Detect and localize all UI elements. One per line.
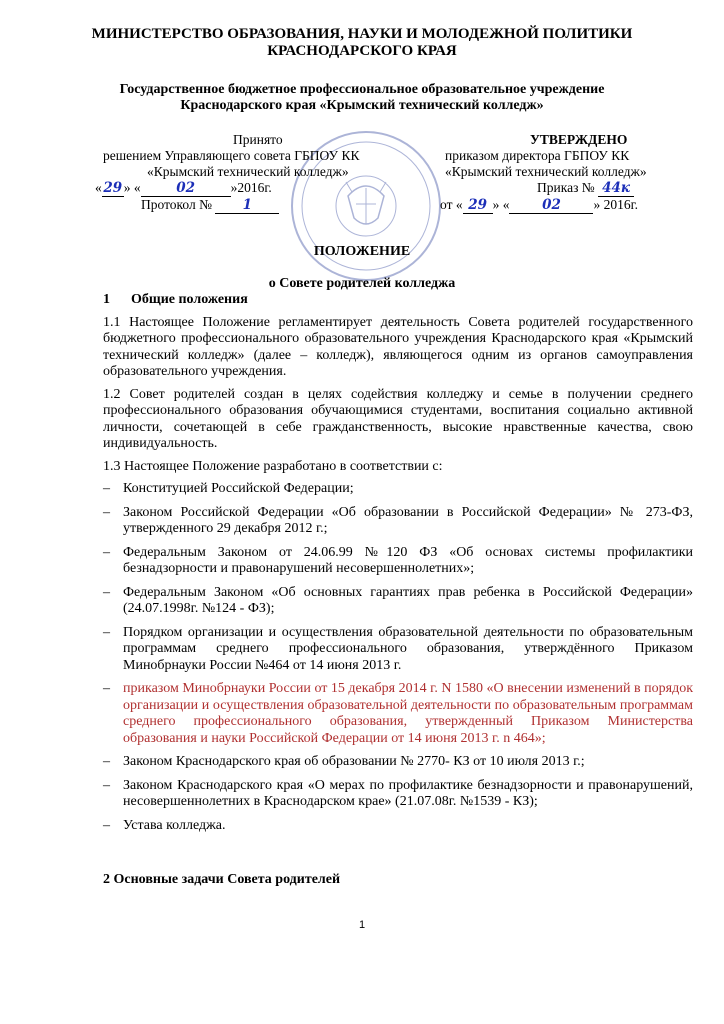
list-dash: –: [103, 777, 110, 793]
list-item-highlighted: – приказом Минобрнауки России от 15 декабря 2014 г. N 1580 «О внесении изменений в порядок организации и осуществления образовательной деятельности по образовательным программам среднего профессионального образования, утвержденный Приказом Министерства образования и науки Российской Федерации от 14 июня 2013 г. n 464»;: [103, 681, 693, 746]
list-dash: –: [103, 681, 110, 696]
list-item: – Конституцией Российской Федерации;: [103, 481, 354, 496]
document-body: [103, 292, 693, 841]
paragraph-1-1: 1.1 Настоящее Положение регламентирует деятельность Совета родителей государственного бюджетного профессионального образовательного учреждения Краснодарского края «Крымский технический колледж» (далее – колледж), являющегося одним из органов самоуправления образовательного учреждения.: [103, 314, 693, 379]
document-title: ПОЛОЖЕНИЕ: [313, 244, 411, 259]
protocol-label: Протокол №: [141, 197, 212, 212]
ministry-header: [60, 26, 664, 60]
page-number: 1: [358, 919, 366, 931]
approved-title: УТВЕРЖДЕНО: [530, 132, 628, 147]
paragraph-1-3: 1.3 Настоящее Положение разработано в соответствии с:: [103, 458, 443, 474]
list-dash: –: [103, 504, 110, 520]
approved-date-prefix: от «: [440, 197, 463, 212]
accepted-date-day: 29: [103, 180, 123, 196]
list-item: – Законом Краснодарского края об образовании № 2770- КЗ от 10 июля 2013 г.;: [103, 754, 585, 769]
list-dash: –: [103, 481, 110, 496]
section-2-heading: 2 Основные задачи Совета родителей: [103, 872, 341, 887]
list-item: – Устава колледжа.: [103, 817, 226, 833]
list-dash: –: [103, 544, 110, 560]
list-item: – Порядком организации и осуществления образовательной деятельности по образовательным программам среднего профессионального образования, утверждённого Приказом Минобрнауки России №464 от 14 июня 2013 г.: [103, 624, 693, 673]
list-item: – Федеральным Законом «Об основных гарантиях прав ребенка в Российской Федерации» (24.07.1998г. №124 - ФЗ);: [103, 584, 693, 616]
accepted-line-1: решением Управляющего совета ГБПОУ КК: [103, 148, 360, 163]
approval-block: [95, 132, 693, 222]
approval-left: [95, 132, 393, 214]
approved-date-month: 02: [509, 197, 593, 214]
section-1-heading: [103, 292, 693, 309]
document-subtitle: о Совете родителей колледжа: [268, 276, 456, 291]
legal-basis-list: [103, 481, 693, 834]
list-item: – Законом Краснодарского края «О мерах по профилактике безнадзорности и правонарушений, несовершеннолетних в Краснодарском крае» (21.07.08г. №1539 - КЗ);: [103, 777, 693, 809]
paragraph-1-2: 1.2 Совет родителей создан в целях содействия колледжу и семье в получении среднего профессионального образования обучающимися студентами, воспитания социально активной личности, сочетающей в себе гражданственность, высокие нравственные качества, свою индивидуальность.: [103, 386, 693, 451]
list-item: – Законом Российской Федерации «Об образовании в Российской Федерации» № 273-ФЗ, утвержденного 29 декабря 2012 г.;: [103, 504, 693, 536]
accepted-line-2: «Крымский технический колледж»: [147, 164, 349, 179]
approved-date-year: 2016г.: [603, 197, 638, 212]
order-line: [425, 180, 695, 197]
section-1-title: Общие положения: [131, 292, 248, 307]
order-label: Приказ №: [537, 180, 595, 195]
institution-header: [90, 82, 634, 114]
protocol-number: 1: [215, 197, 279, 214]
protocol-line: [103, 197, 393, 214]
list-dash: –: [103, 817, 110, 833]
accepted-date-year: 2016г.: [237, 180, 272, 195]
list-dash: –: [103, 624, 110, 640]
approved-date-day: 29: [463, 197, 493, 214]
approved-date: от « 29 » « 02 » 2016г.: [440, 197, 638, 213]
accepted-date: « 29 » « 02 »2016г.: [95, 180, 272, 196]
list-dash: –: [103, 584, 110, 600]
institution-line-1: Государственное бюджетное профессиональное образовательное учреждение: [119, 82, 605, 97]
list-dash: –: [103, 754, 110, 769]
ministry-line-1: МИНИСТЕРСТВО ОБРАЗОВАНИЯ, НАУКИ И МОЛОДЕЖНОЙ ПОЛИТИКИ: [91, 26, 633, 42]
section-1-number: 1: [103, 292, 110, 307]
order-number: 44к: [598, 180, 634, 197]
approved-line-1: приказом директора ГБПОУ КК: [445, 148, 630, 163]
ministry-line-2: КРАСНОДАРСКОГО КРАЯ: [267, 43, 457, 59]
accepted-title: Принято: [233, 132, 283, 147]
institution-line-2: Краснодарского края «Крымский технический колледж»: [180, 98, 544, 113]
accepted-date-month: 02: [141, 180, 231, 197]
approval-right: [425, 132, 695, 214]
list-item: – Федеральным Законом от 24.06.99 №120 ФЗ «Об основах системы профилактики безнадзорности и правонарушений несовершеннолетних»;: [103, 544, 693, 576]
approved-line-2: «Крымский технический колледж»: [445, 164, 647, 179]
